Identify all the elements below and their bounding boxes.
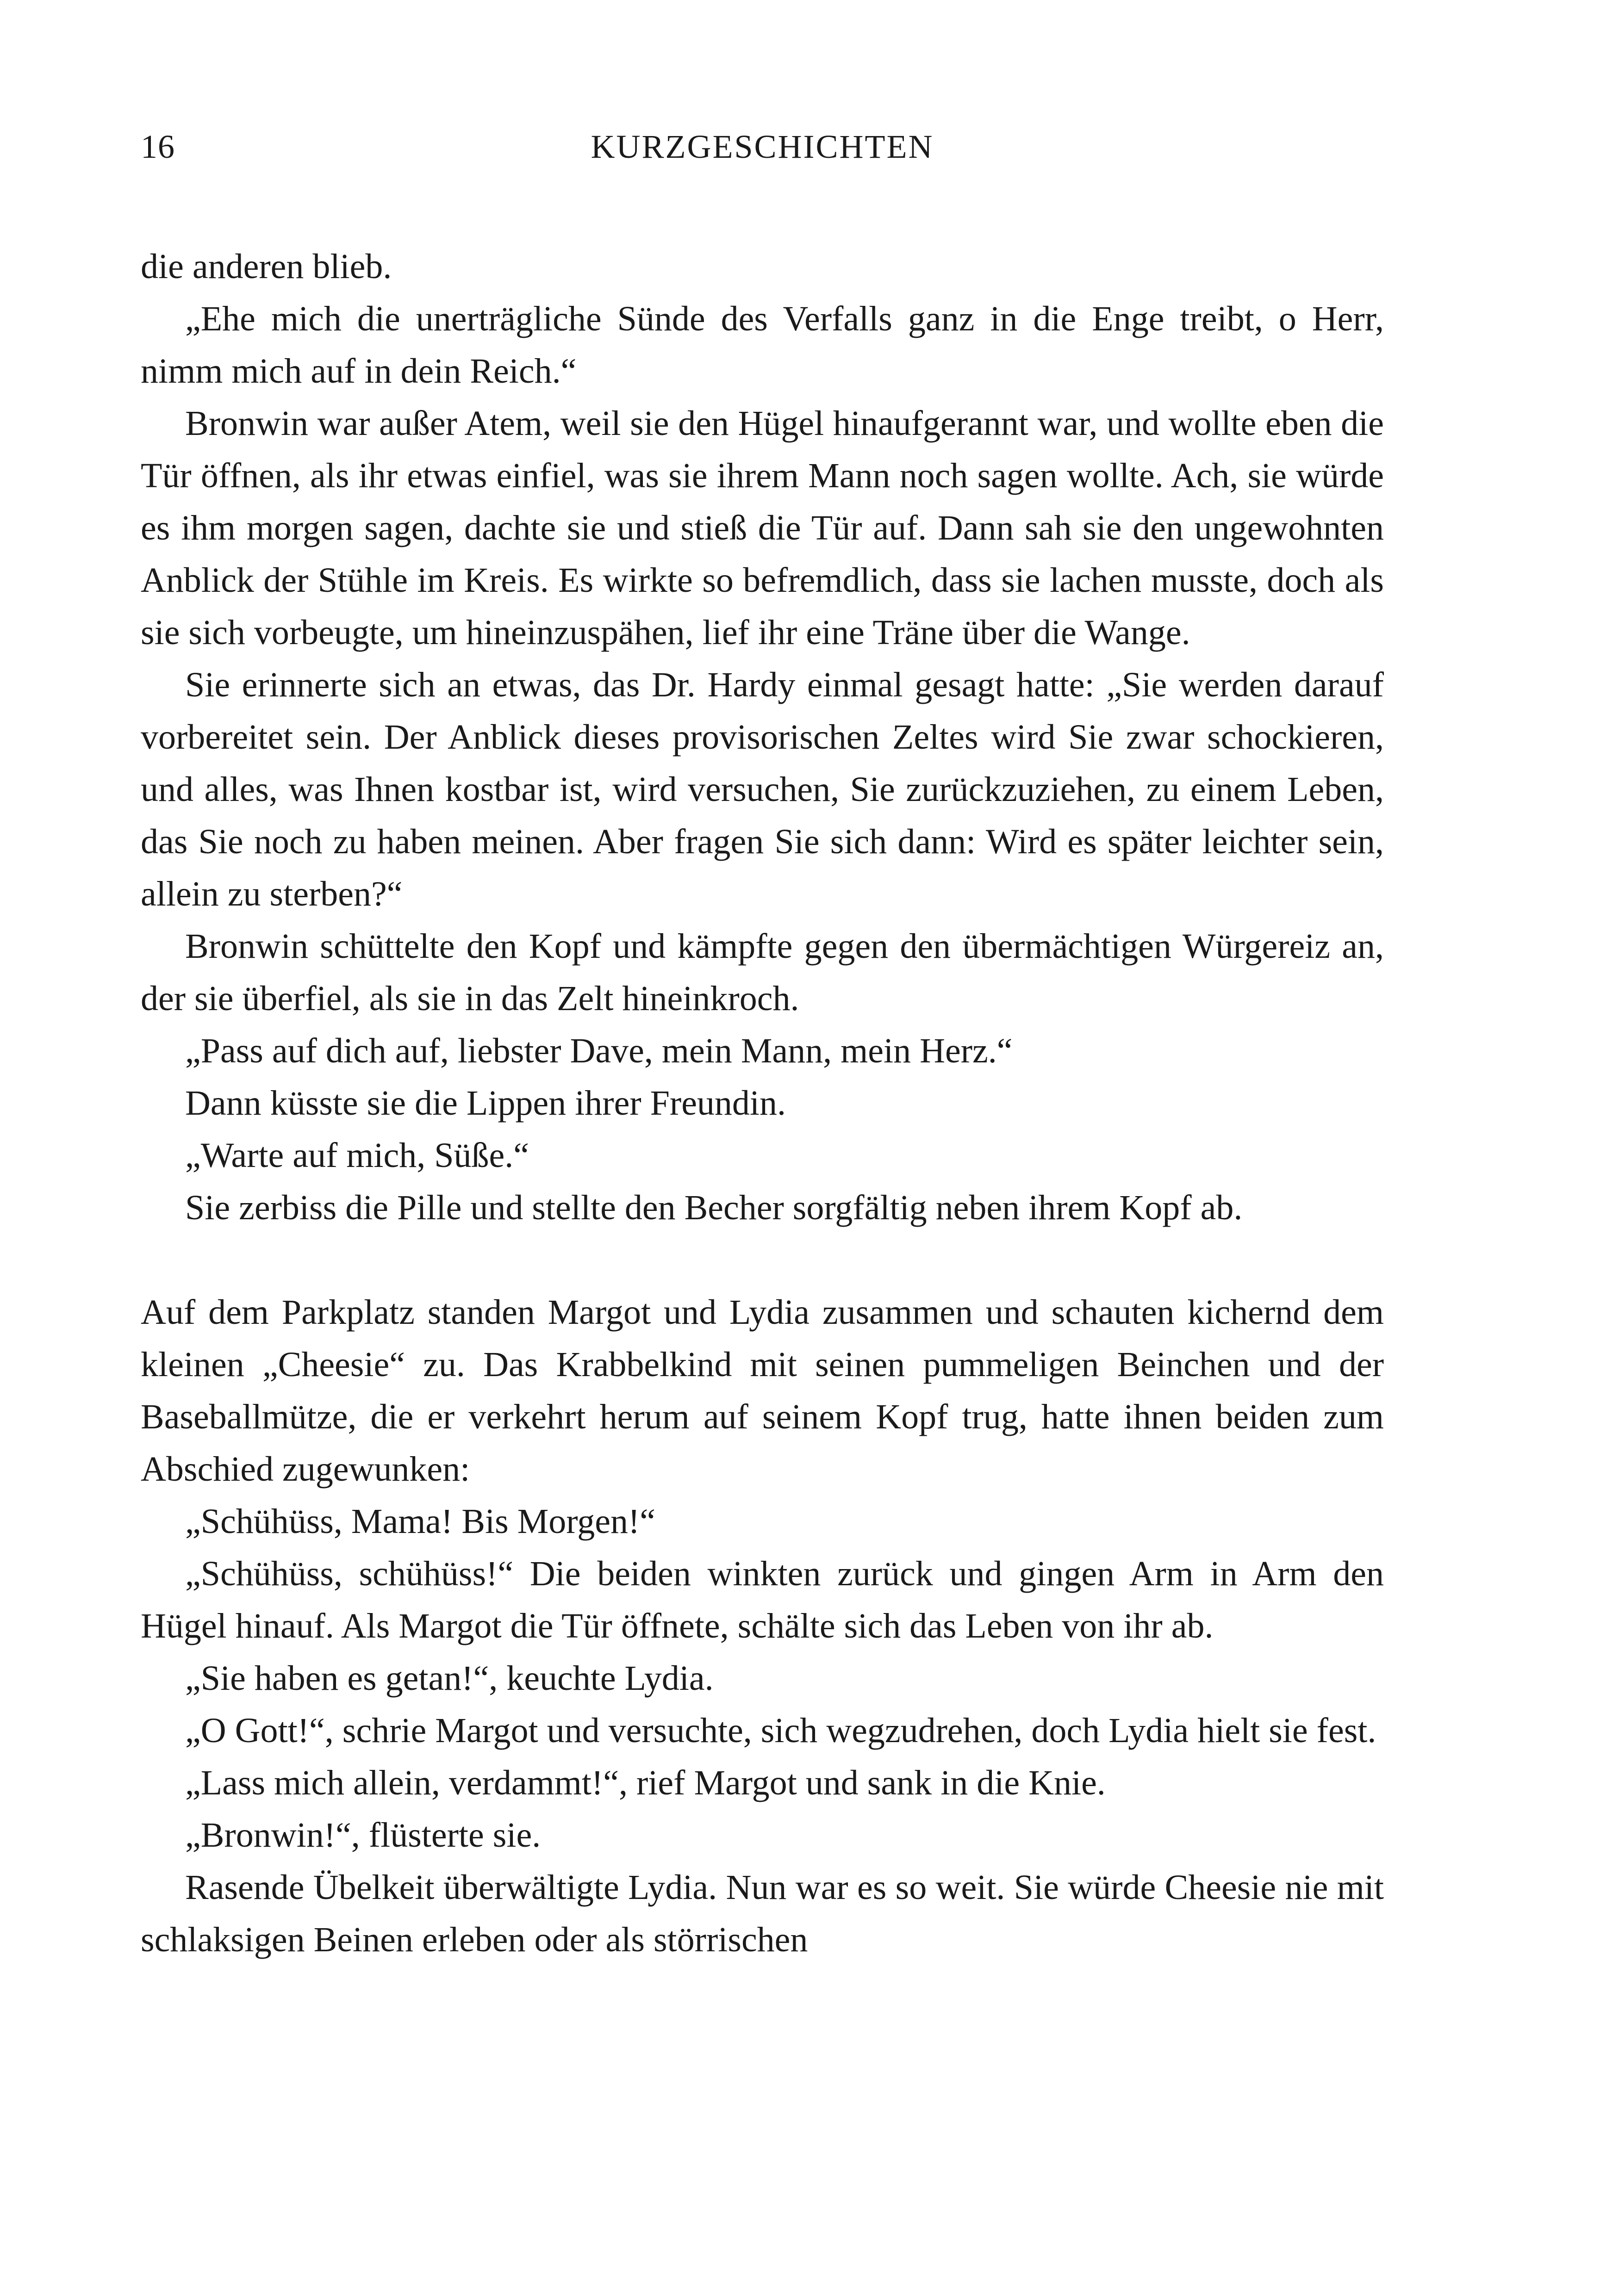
paragraph: „Schühüss, Mama! Bis Morgen!“ xyxy=(185,1502,656,1541)
paragraph: „Ehe mich die unerträgliche Sünde des Verfalls ganz in die Enge treibt, o Herr, nimm mich auf in dein Reich.“ xyxy=(141,299,1384,391)
paragraph: Bronwin war außer Atem, weil sie den Hügel hinaufgerannt war, und wollte eben die Tür öffnen, als ihr etwas einfiel, was sie ihrem Mann noch sagen wollte. Ach, sie würde es ihm morgen sagen, dachte sie und stieß die Tür auf. Dann sah sie den ungewohnten Anblick der Stühle im Kreis. Es wirkte so befremdlich, dass sie lachen musste, doch als sie sich vorbeugte, um hineinzuspähen, lief ihr eine Träne über die Wange. xyxy=(141,404,1384,652)
paragraph: Auf dem Parkplatz standen Margot und Lydia zusammen und schauten kichernd dem kleinen „Cheesie“ zu. Das Krabbelkind mit seinen pummeligen Beinchen und der Baseballmütze, die er verkehrt herum auf seinem Kopf trug, hatte ihnen beiden zum Abschied zugewunken: xyxy=(141,1293,1384,1489)
paragraph: Bronwin schüttelte den Kopf und kämpfte gegen den übermächtigen Würgereiz an, der sie überfiel, als sie in das Zelt hineinkroch. xyxy=(141,927,1384,1018)
paragraph: Rasende Übelkeit überwältigte Lydia. Nun war es so weit. Sie würde Cheesie nie mit schlaksigen Beinen erleben oder als störrischen xyxy=(141,1868,1384,1959)
paragraph: Dann küsste sie die Lippen ihrer Freundin. xyxy=(185,1084,786,1123)
paragraph: Sie zerbiss die Pille und stellte den Becher sorgfältig neben ihrem Kopf ab. xyxy=(185,1188,1243,1227)
running-head: KURZGESCHICHTEN xyxy=(591,128,934,165)
page-header xyxy=(141,121,1384,172)
section-break xyxy=(141,1234,1384,1286)
paragraph: „Pass auf dich auf, liebster Dave, mein Mann, mein Herz.“ xyxy=(185,1031,1013,1070)
paragraph: Sie erinnerte sich an etwas, das Dr. Hardy einmal gesagt hatte: „Sie werden darauf vorbereitet sein. Der Anblick dieses provisorischen Zeltes wird Sie zwar schockieren, und alles, was Ihnen kostbar ist, wird versuchen, Sie zurückzuziehen, zu einem Leben, das Sie noch zu haben meinen. Aber fragen Sie sich dann: Wird es später leichter sein, allein zu sterben?“ xyxy=(141,665,1384,913)
paragraph: „Schühüss, schühüss!“ Die beiden winkten zurück und gingen Arm in Arm den Hügel hinauf. Als Margot die Tür öffnete, schälte sich das Leben von ihr ab. xyxy=(141,1554,1384,1645)
paragraph: „Warte auf mich, Süße.“ xyxy=(185,1136,529,1175)
paragraph: „Lass mich allein, verdammt!“, rief Margot und sank in die Knie. xyxy=(185,1763,1106,1802)
paragraph: „Sie haben es getan!“, keuchte Lydia. xyxy=(185,1659,714,1698)
paragraph: „Bronwin!“, flüsterte sie. xyxy=(185,1816,541,1855)
body-text xyxy=(141,241,1384,1966)
page-number: 16 xyxy=(141,128,175,165)
paragraph: die anderen blieb. xyxy=(141,247,392,286)
paragraph: „O Gott!“, schrie Margot und versuchte, sich wegzudrehen, doch Lydia hielt sie fest. xyxy=(185,1711,1376,1750)
